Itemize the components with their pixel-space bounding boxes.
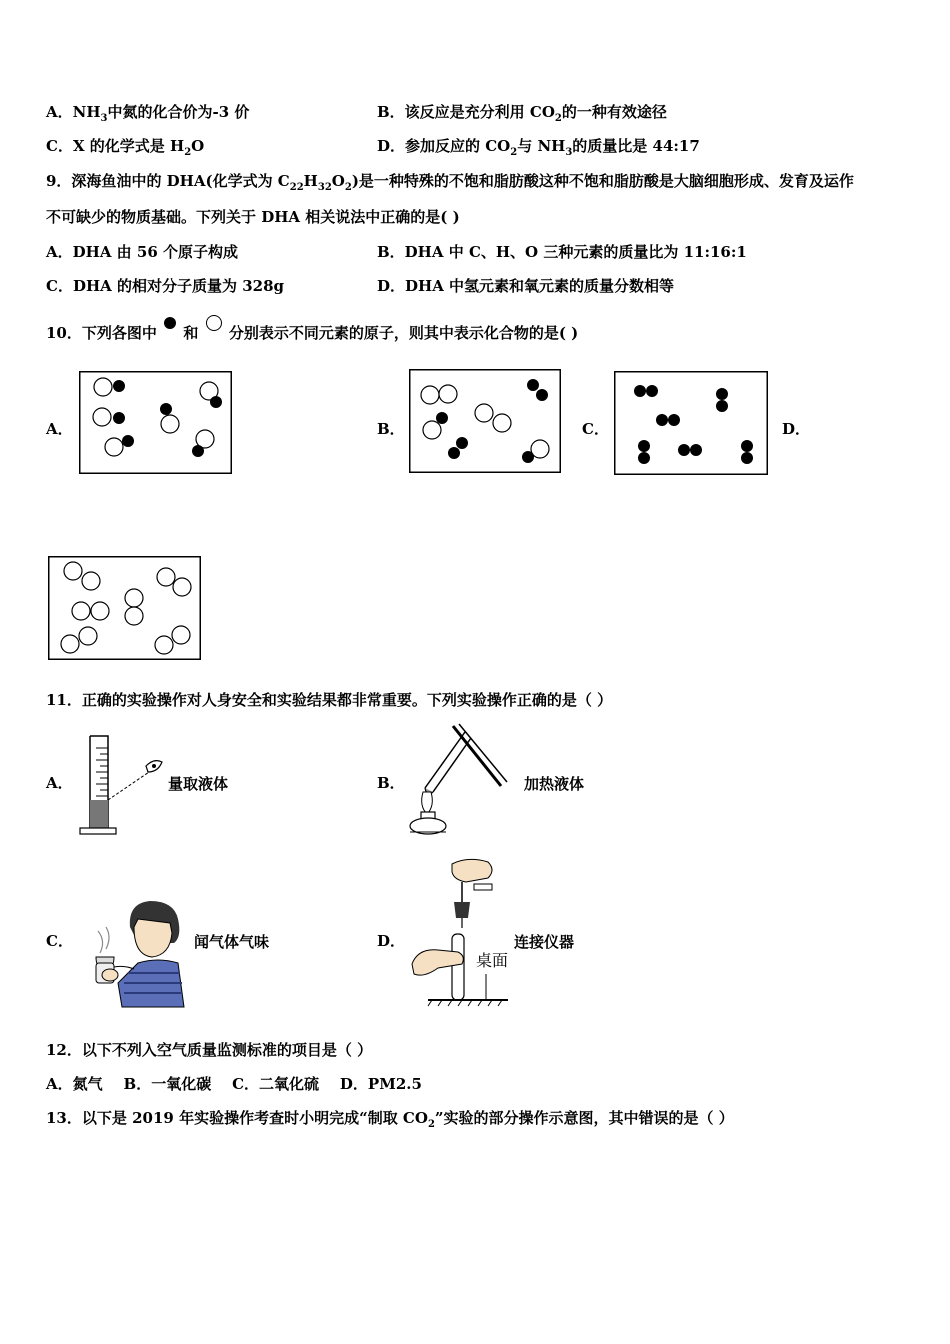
q10-label-b: B．: [377, 420, 405, 438]
q11-caption-b: 加热液体: [524, 775, 585, 793]
q12-stem: 12．以下不列入空气质量监测标准的项目是（ ）: [46, 1041, 373, 1059]
q11-desktop-label: 桌面: [476, 951, 509, 970]
q8-option-a: A．$NH_3$中氮的化合价为-3 价: [46, 103, 250, 124]
q10-label-a: A．: [46, 420, 73, 438]
q10-label-d: D．: [782, 420, 811, 438]
q11-label-d: D．: [377, 932, 406, 950]
q8-option-c: C．X 的化学式是 $H_2O$: [46, 137, 205, 158]
q11-smelling-gas-image: [78, 897, 188, 1009]
q10-stem: 10．下列各图中 和 分别表示不同元素的原子，则其中表示化合物的是( ): [46, 323, 578, 343]
q8-option-b: B．该反应是充分利用 $CO_2$的一种有效途径: [377, 103, 667, 124]
q12-options: A．氮气 B．一氧化碳 C．二氧化硫 D．PM2.5: [46, 1075, 422, 1093]
q9-option-d: D．DHA 中氢元素和氧元素的质量分数相等: [377, 277, 675, 295]
q9-option-c: C．DHA 的相对分子质量为 328g: [46, 277, 285, 295]
q11-caption-a: 量取液体: [168, 775, 229, 793]
q11-label-c: C．: [46, 932, 73, 950]
q9-stem-line2: 不可缺少的物质基础。下列关于 DHA 相关说法中正确的是( ): [46, 208, 460, 226]
black-atom-icon: [162, 315, 178, 335]
q10-diagram-b: [409, 369, 561, 473]
q11-caption-d: 连接仪器: [514, 933, 575, 951]
q11-label-b: B．: [377, 774, 405, 792]
q11-stem: 11．正确的实验操作对人身安全和实验结果都非常重要。下列实验操作正确的是（ ）: [46, 691, 613, 709]
q11-heating-liquid-image: [405, 722, 520, 840]
q10-label-c: C．: [582, 420, 609, 438]
q8-option-d: D．参加反应的 $CO_2$与 $NH_3$的质量比是 44:17: [377, 137, 700, 158]
white-atom-icon: [204, 315, 224, 335]
q10-diagram-a: [79, 371, 232, 474]
q9-option-a: A．DHA 由 56 个原子构成: [46, 243, 238, 261]
q9-option-b: B．DHA 中 C、H、O 三种元素的质量比为 11:16:1: [377, 243, 747, 261]
q11-label-a: A．: [46, 774, 73, 792]
q11-caption-c: 闻气体气味: [194, 933, 270, 951]
q11-measuring-cylinder-image: [76, 728, 166, 838]
q10-diagram-c: [614, 371, 768, 475]
q10-diagram-d: [48, 556, 201, 660]
q9-stem-line1: 9．深海鱼油中的 DHA(化学式为 $C_{22}H_{32}O_2$)是一种特殊的不饱和脂肪酸这种不饱和脂肪酸是大脑细胞形成、发育及运作: [46, 172, 854, 193]
q13-stem: 13．以下是 2019 年实验操作考查时小明完成“制取 $CO_2$”实验的部分操作示意图，其中错误的是（ ）: [46, 1109, 734, 1130]
q11-connect-apparatus-image: [408, 856, 514, 1014]
